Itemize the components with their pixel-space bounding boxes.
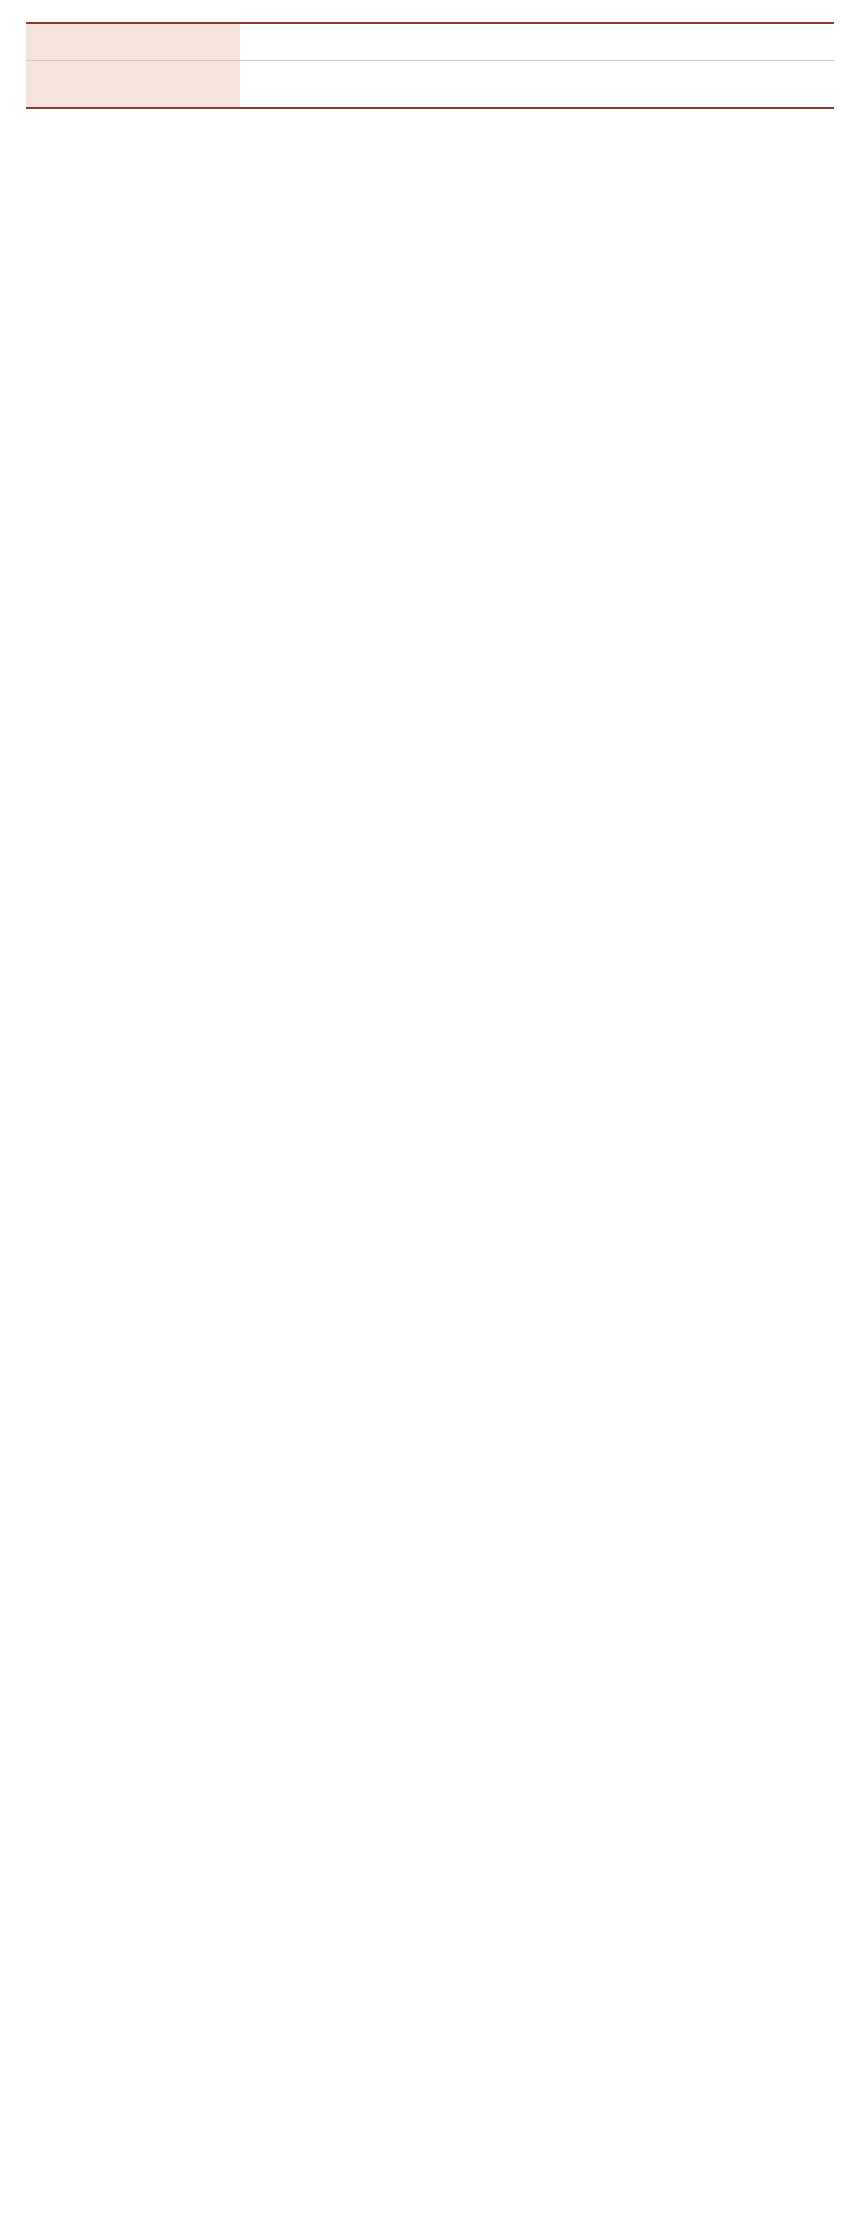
ingredients-label	[26, 23, 240, 61]
ingredients-content	[240, 23, 834, 61]
cautions-content	[240, 61, 834, 109]
cautions-row	[26, 61, 834, 109]
cautions-section	[26, 61, 834, 109]
product-info-page	[0, 0, 860, 129]
ingredients-row	[26, 23, 834, 61]
product-info-table	[26, 22, 834, 109]
ingredients-section	[26, 23, 834, 61]
cautions-label	[26, 61, 240, 109]
caution-gap	[262, 77, 818, 91]
